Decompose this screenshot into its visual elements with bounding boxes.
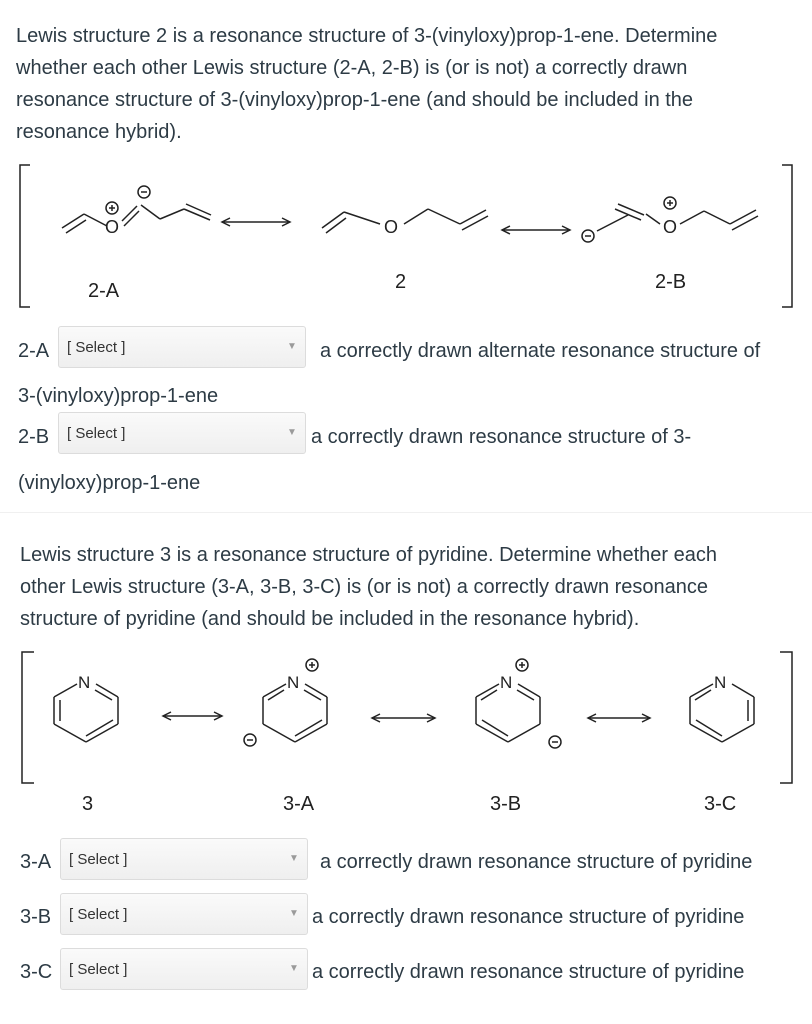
resonance-arrow bbox=[163, 712, 222, 720]
q2-left-bracket bbox=[22, 652, 34, 783]
q1-prompt-line: Lewis structure 2 is a resonance structure of 3-(vinyloxy)prop-1-ene. Determine bbox=[16, 25, 718, 47]
structure-label-3: 3 bbox=[82, 793, 94, 815]
q1-prompt-line: whether each other Lewis structure (2-A, 2-B) is (or is not) a correctly drawn bbox=[16, 57, 688, 79]
nitrogen-atom-label: N bbox=[500, 673, 513, 692]
chevron-down-icon: ▼ bbox=[289, 853, 299, 864]
row-text-2-b-cont: (vinyloxy)prop-1-ene bbox=[18, 472, 201, 494]
structure-label-3-c: 3-C bbox=[704, 793, 737, 815]
structure-3-a bbox=[244, 659, 327, 746]
structure-label-2: 2 bbox=[395, 271, 407, 293]
oxygen-atom-label: O bbox=[105, 217, 120, 237]
resonance-arrow bbox=[588, 714, 650, 722]
select-placeholder: [ Select ] bbox=[69, 851, 128, 868]
row-text-2-a-cont: 3-(vinyloxy)prop-1-ene bbox=[18, 385, 219, 407]
q2-right-bracket bbox=[780, 652, 792, 783]
oxygen-atom-label: O bbox=[384, 217, 399, 237]
select-3-a[interactable] bbox=[60, 838, 308, 880]
row-text-2-a: a correctly drawn alternate resonance structure of bbox=[320, 340, 761, 362]
select-placeholder: [ Select ] bbox=[69, 961, 128, 978]
select-placeholder: [ Select ] bbox=[67, 339, 126, 356]
row-label-2-b: 2-B bbox=[18, 426, 50, 448]
q2-prompt-line: Lewis structure 3 is a resonance structure of pyridine. Determine whether each bbox=[20, 544, 718, 566]
q1-prompt-line: resonance structure of 3-(vinyloxy)prop-1-ene (and should be included in the bbox=[16, 89, 694, 111]
row-text-3-a: a correctly drawn resonance structure of pyridine bbox=[320, 851, 753, 873]
structure-3 bbox=[54, 684, 118, 742]
row-text-3-c: a correctly drawn resonance structure of pyridine bbox=[312, 961, 745, 983]
structure-label-3-b: 3-B bbox=[490, 793, 522, 815]
resonance-arrow bbox=[372, 714, 435, 722]
row-label-3-a: 3-A bbox=[20, 851, 52, 873]
select-3-b[interactable] bbox=[60, 893, 308, 935]
chevron-down-icon: ▼ bbox=[287, 427, 297, 438]
select-placeholder: [ Select ] bbox=[67, 425, 126, 442]
row-text-3-b: a correctly drawn resonance structure of pyridine bbox=[312, 906, 745, 928]
structure-label-3-a: 3-A bbox=[283, 793, 315, 815]
nitrogen-atom-label: N bbox=[287, 673, 300, 692]
select-3-c[interactable] bbox=[60, 948, 308, 990]
row-label-3-b: 3-B bbox=[20, 906, 52, 928]
nitrogen-atom-label: N bbox=[78, 673, 91, 692]
chevron-down-icon: ▼ bbox=[287, 341, 297, 352]
chevron-down-icon: ▼ bbox=[289, 908, 299, 919]
row-text-2-b: a correctly drawn resonance structure of 3- bbox=[311, 426, 692, 448]
structure-label-2-a: 2-A bbox=[88, 280, 120, 302]
structure-label-2-b: 2-B bbox=[655, 271, 687, 293]
q2-prompt-line: structure of pyridine (and should be included in the resonance hybrid). bbox=[20, 608, 640, 630]
row-label-3-c: 3-C bbox=[20, 961, 53, 983]
nitrogen-atom-label: N bbox=[714, 673, 727, 692]
structure-3-c bbox=[690, 684, 754, 742]
select-placeholder: [ Select ] bbox=[69, 906, 128, 923]
structure-3-b bbox=[476, 659, 561, 748]
q1-prompt-line: resonance hybrid). bbox=[16, 121, 182, 143]
row-label-2-a: 2-A bbox=[18, 340, 50, 362]
q2-prompt-line: other Lewis structure (3-A, 3-B, 3-C) is (or is not) a correctly drawn resonance bbox=[20, 576, 709, 598]
chevron-down-icon: ▼ bbox=[289, 963, 299, 974]
oxygen-atom-label: O bbox=[663, 217, 678, 237]
